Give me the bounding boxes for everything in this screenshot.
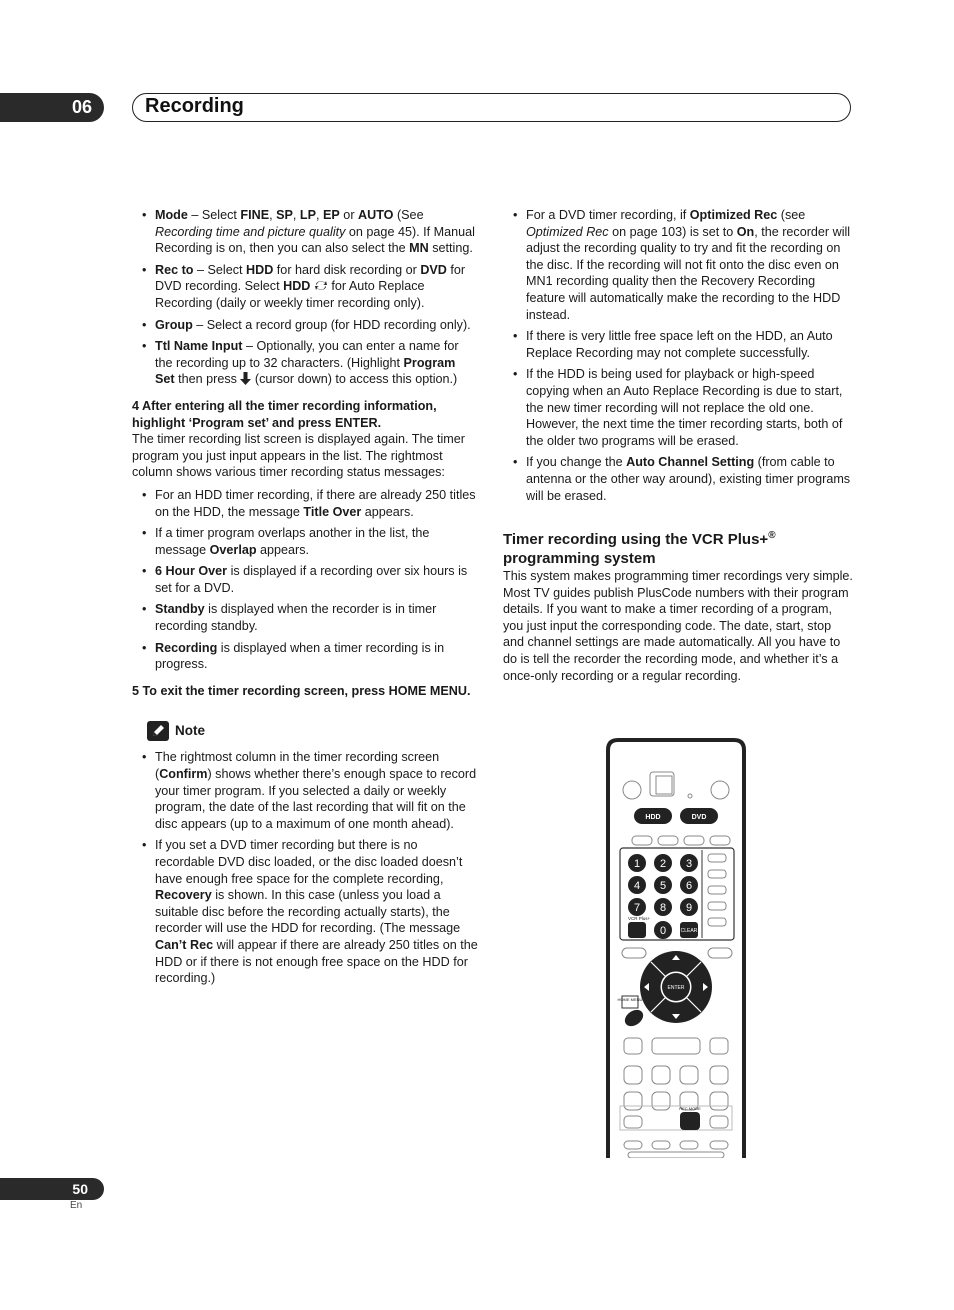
step-4-body: The timer recording list screen is displayed again. The timer program you just input appears in the list. The rightmost column shows various timer recording status messages: — [132, 432, 465, 480]
pencil-icon — [147, 721, 169, 741]
left-column — [132, 207, 478, 992]
note-heading: Note — [147, 721, 478, 741]
digit-9: 9 — [685, 902, 693, 914]
list-item: • If there is very little free space left on the HDD, an Auto Replace Recording may not complete successfully. — [503, 328, 853, 361]
list-item: • Mode – Select FINE, SP, LP, EP or AUTO (See Recording time and picture quality on page 45). If Manual Recording is on, then you can also select the MN setting. — [132, 207, 478, 257]
page-language: En — [70, 1200, 83, 1211]
digit-5: 5 — [659, 880, 667, 892]
digit-3: 3 — [685, 858, 693, 870]
list-item: • For an HDD timer recording, if there are already 250 titles on the HDD, the message Title Over appears. — [132, 487, 478, 520]
right-column — [503, 207, 853, 684]
list-item: • If you set a DVD timer recording but there is no recordable DVD disc loaded, or the disc loaded doesn’t have enough free space for the complete recording, Recovery is shown. In this case (unless you load a suitable disc before the recording actually starts), the recorder will use the HDD for recording. (The message Can’t Rec will appear if there are already 250 titles on the HDD or if there is not enough free space on the HDD for recording.) — [132, 837, 478, 986]
dvd-button-label: DVD — [691, 814, 707, 821]
section-body: This system makes programming timer recordings very simple. Most TV guides publish PlusCode numbers with their program details. If you want to make a timer recording of a program, you just input the corresponding code. The date, start, stop and channel settings are made automatically. All you have to do is tell the recorder the recording mode, and whether it’s a once-only recording or a regular recording. — [503, 569, 853, 683]
home-menu-label: HOME MENU — [617, 997, 643, 1002]
digit-1: 1 — [633, 858, 641, 870]
digit-7: 7 — [633, 902, 641, 914]
step-5-heading: 5 To exit the timer recording screen, press HOME MENU. — [132, 683, 471, 698]
list-item: • If a timer program overlaps another in the list, the message Overlap appears. — [132, 525, 478, 558]
rec-mode-label: REC MODE — [679, 1106, 701, 1111]
header-bar — [132, 93, 851, 122]
list-item: • For a DVD timer recording, if Optimized Rec (see Optimized Rec on page 103) is set to On, the recorder will adjust the recording quality to try and fit the recording on the disc. If the recording will not fit onto the disc even on MN1 recording quality then the Recovery Recording feature will automatically make the recording to the HDD instead. — [503, 207, 853, 323]
chapter-number: 06 — [0, 93, 104, 122]
hdd-button-label: HDD — [645, 814, 661, 821]
step-4-heading: 4 After entering all the timer recording information, highlight ‘Program set’ and press ENTER. — [132, 398, 437, 430]
list-item: • Standby is displayed when the recorder is in timer recording standby. — [132, 601, 478, 634]
cursor-down-icon — [240, 372, 251, 385]
list-item: • 6 Hour Over is displayed if a recording over six hours is set for a DVD. — [132, 563, 478, 596]
section-title: Timer recording using the VCR Plus+® programming system — [503, 530, 776, 568]
page-number: 50 — [0, 1178, 104, 1200]
digit-8: 8 — [659, 902, 667, 914]
vcr-plus-label: VCR Plus+ — [628, 916, 651, 921]
list-item: • If you change the Auto Channel Setting (from cable to antenna or the other way around), existing timer programs will be erased. — [503, 454, 853, 504]
digit-2: 2 — [659, 858, 667, 870]
digit-6: 6 — [685, 880, 693, 892]
clear-label: CLEAR — [680, 928, 698, 934]
list-item: • The rightmost column in the timer recording screen (Confirm) shows whether there’s enough space to record your timer program. If you selected a daily or weekly program, the date of the last recording that will fit on the disc appears (up to a maximum of one month ahead). — [132, 749, 478, 832]
remote-control-illustration — [606, 738, 746, 1158]
list-item: • Ttl Name Input – Optionally, you can enter a name for the recording up to 32 characters. (Highlight Program Set then press (cursor down) to access this option.) — [132, 338, 478, 388]
digit-4: 4 — [633, 880, 641, 892]
list-item: • Recording is displayed when a timer recording is in progress. — [132, 640, 478, 673]
list-item: • Rec to – Select HDD for hard disk recording or DVD for DVD recording. Select HDD for Auto Replace Recording (daily or weekly timer recording only). — [132, 262, 478, 312]
digit-0: 0 — [659, 925, 667, 937]
list-item: • Group – Select a record group (for HDD recording only). — [132, 317, 478, 334]
auto-replace-icon — [314, 279, 328, 292]
enter-label: ENTER — [667, 985, 685, 991]
list-item: • If the HDD is being used for playback or high-speed copying when an Auto Replace Recording is due to start, the new timer recording will not replace the old one. However, the next time the timer recording starts, both of the older two programs will be erased. — [503, 366, 853, 449]
page-title: Recording — [145, 95, 244, 117]
